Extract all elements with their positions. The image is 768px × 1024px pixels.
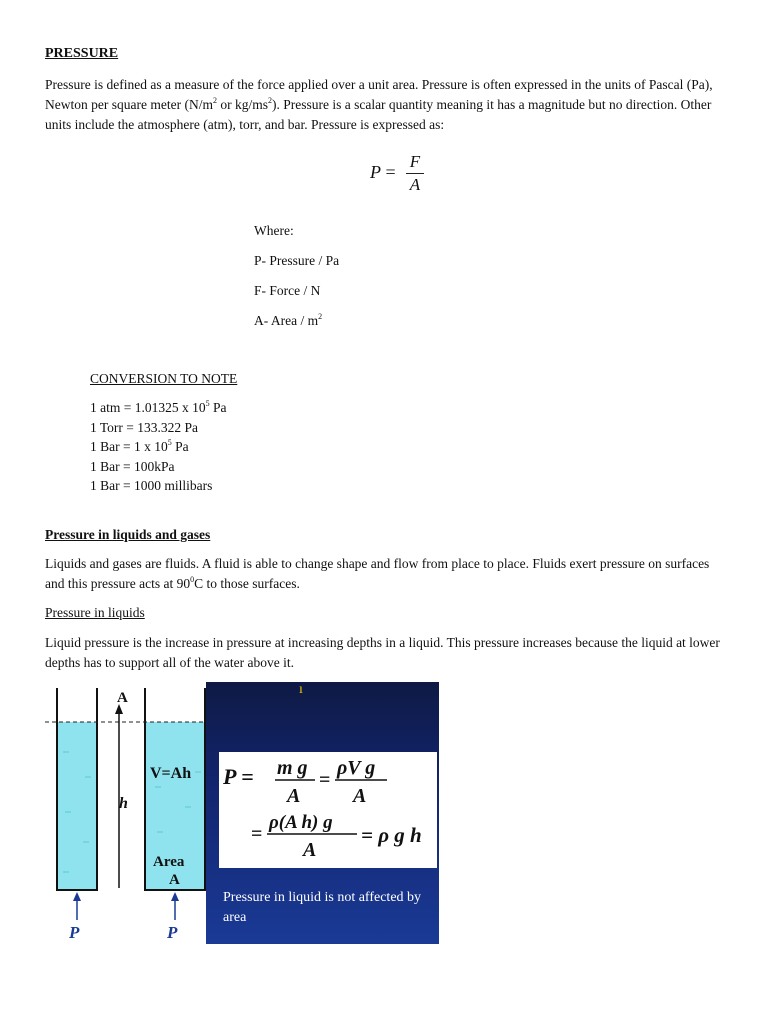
conversion-list bbox=[90, 398, 226, 496]
hydrostatic-formula-box bbox=[219, 752, 437, 868]
label-area-A: A bbox=[169, 872, 180, 888]
fraction-bar bbox=[406, 173, 424, 174]
where-list bbox=[254, 221, 339, 341]
label-pressure-left: P bbox=[69, 923, 80, 942]
intro-sup-2: 2 bbox=[267, 95, 272, 105]
liquids-heading: Pressure in liquids bbox=[45, 605, 145, 620]
liquid-pressure-figure bbox=[45, 682, 439, 944]
formula-equals: = bbox=[381, 162, 396, 182]
conversion-after: Pa bbox=[171, 439, 189, 454]
where-item: P- Pressure / Pa bbox=[254, 253, 340, 268]
where-label: Where: bbox=[254, 223, 294, 238]
where-item: F- Force / N bbox=[254, 283, 321, 298]
label-area-top: A bbox=[117, 690, 128, 706]
fluids-degree-sup: 0 bbox=[190, 574, 195, 584]
label-pressure-right: P bbox=[167, 923, 178, 942]
eq-result: = ρ g h bbox=[361, 823, 422, 847]
conversion-after: Pa bbox=[209, 400, 227, 415]
conversion-line bbox=[90, 457, 226, 477]
conversion-text: 1 Torr = 133.322 Pa bbox=[90, 419, 199, 435]
eq-frac2-den: A bbox=[353, 785, 367, 807]
eq-equals-1: = bbox=[319, 769, 331, 791]
conversion-line bbox=[90, 476, 226, 496]
conversion-text: 1 Bar = 1 x 10 bbox=[90, 439, 168, 454]
eq-lhs: P = bbox=[223, 764, 254, 789]
pressure-arrow-left-head bbox=[73, 892, 81, 901]
eq-frac3-den: A bbox=[303, 839, 317, 861]
water-column-left bbox=[57, 722, 97, 890]
intro-paragraph bbox=[45, 75, 735, 135]
page-title: PRESSURE bbox=[45, 46, 119, 61]
intro-text-3: ). Pressure is a scalar quantity meaning it has a magnitude but no direction. Other units include the atmosphere (atm), torr, and bar. Pressure is expressed as: bbox=[45, 97, 712, 132]
conversion-line bbox=[90, 398, 226, 418]
fluids-text-1: Liquids and gases are fluids. A fluid is able to change shape and flow from place to place. Fluids exert pressure on surfaces and this pressure acts at 90 bbox=[45, 556, 710, 591]
where-area-sup: 2 bbox=[318, 311, 323, 321]
conversion-text: 1 Bar = 100kPa bbox=[90, 458, 175, 474]
formula-numerator: F bbox=[409, 152, 421, 171]
conversion-text: 1 Bar = 1000 millibars bbox=[90, 478, 213, 493]
intro-sup-1: 2 bbox=[212, 95, 217, 105]
formula-fraction bbox=[406, 152, 424, 195]
figure-columns-panel bbox=[45, 682, 206, 944]
conversion-line bbox=[90, 437, 226, 457]
where-item bbox=[254, 311, 339, 341]
fluids-paragraph bbox=[45, 554, 725, 594]
eq-frac1-den: A bbox=[287, 785, 301, 807]
figure-caption: Pressure in liquid is not affected by area bbox=[223, 890, 422, 925]
conversion-sup: 5 bbox=[167, 437, 172, 447]
eq-equals-2: = bbox=[251, 823, 263, 845]
label-height: h bbox=[119, 795, 128, 812]
label-volume: V=Ah bbox=[150, 765, 192, 782]
pressure-formula bbox=[360, 150, 440, 200]
label-area: Area bbox=[153, 854, 185, 870]
water-columns-diagram bbox=[45, 682, 206, 944]
formula-denominator: A bbox=[409, 175, 421, 194]
intro-text-2: or kg/ms bbox=[216, 97, 268, 112]
intro-text-1: Pressure is defined as a measure of the force applied over a unit area. Pressure is often expressed in the units of Pascal (Pa), Newton per square meter (N/m bbox=[45, 77, 713, 112]
where-item-area: A- Area / m bbox=[254, 313, 319, 328]
conversion-title: CONVERSION TO NOTE bbox=[90, 371, 238, 386]
fluids-heading: Pressure in liquids and gases bbox=[45, 527, 211, 542]
conversion-text: 1 atm = 1.01325 x 10 bbox=[90, 400, 206, 415]
conversion-line bbox=[90, 418, 226, 438]
pressure-arrow-right-head bbox=[171, 892, 179, 901]
eq-frac3-num: ρ(A h) g bbox=[269, 812, 333, 833]
formula-lhs: P bbox=[370, 162, 381, 182]
decorative-tick: ı bbox=[299, 682, 303, 697]
conversion-sup: 5 bbox=[205, 398, 210, 408]
hydrostatic-formula bbox=[219, 752, 437, 868]
fluids-text-2: C to those surfaces. bbox=[194, 576, 300, 591]
liquids-paragraph: Liquid pressure is the increase in pressure at increasing depths in a liquid. This pressure increases because the liquid at lower depths has to support all of the water above it. bbox=[45, 635, 720, 670]
eq-frac1-num: m g bbox=[277, 757, 308, 779]
eq-frac2-num: ρV g bbox=[337, 757, 376, 779]
